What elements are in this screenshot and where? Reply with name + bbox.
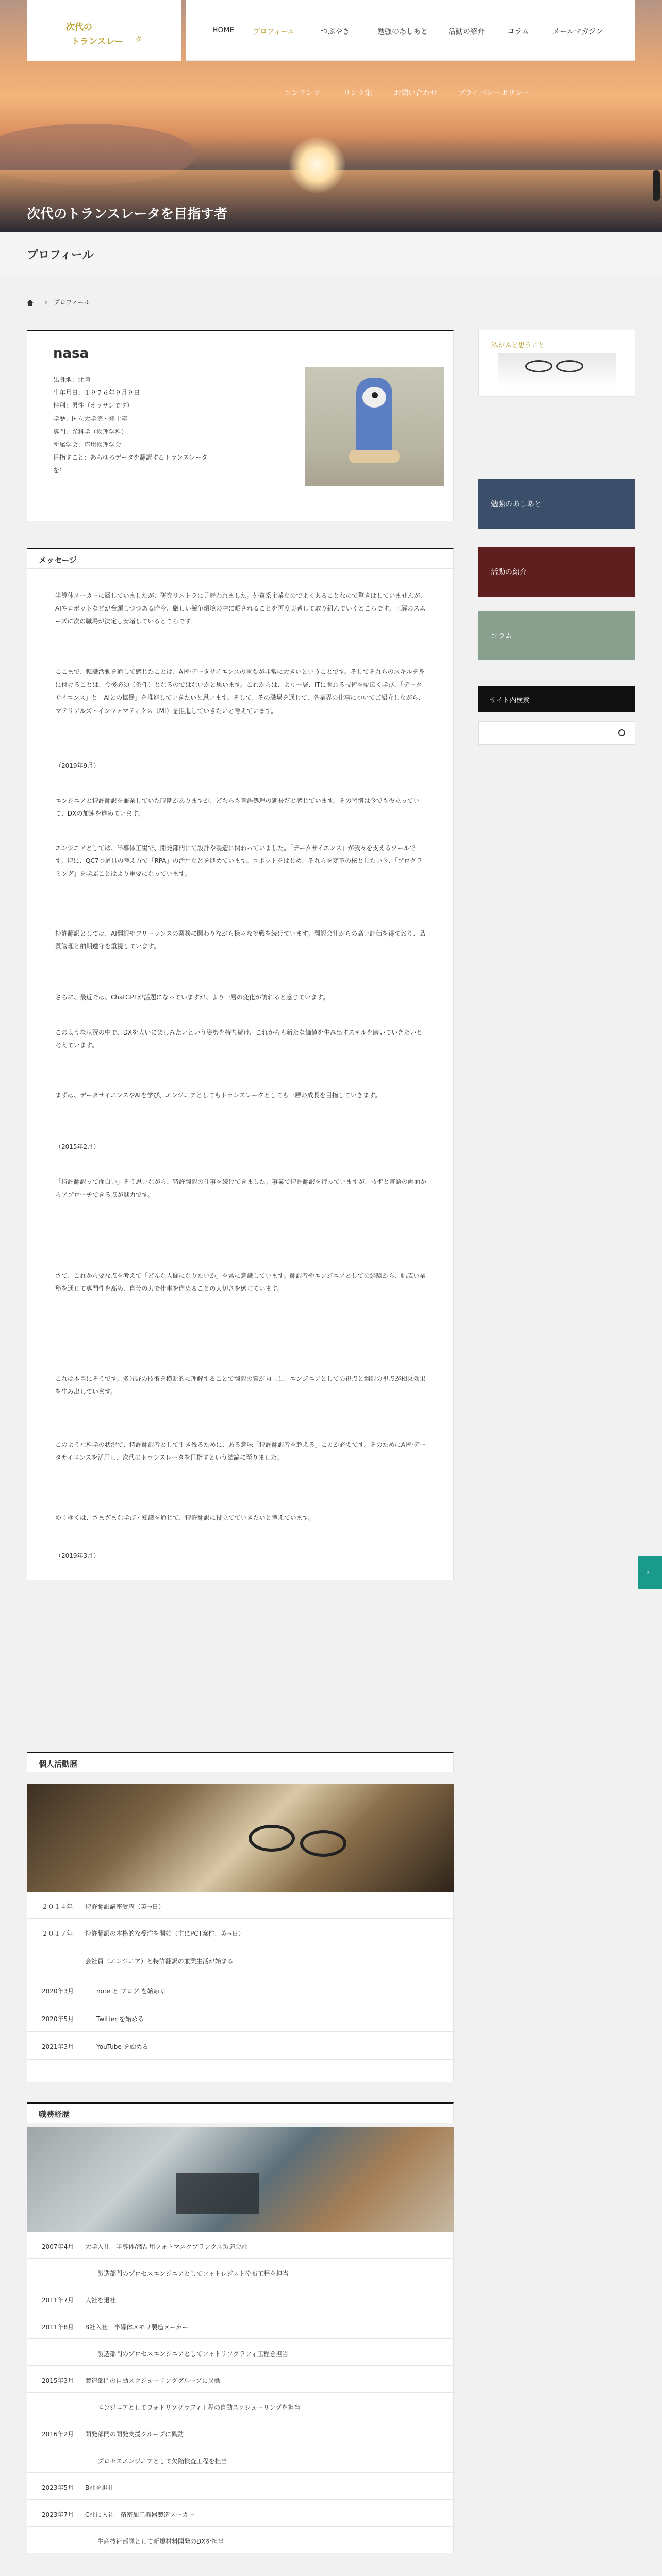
- profile-card: [27, 330, 454, 521]
- profile-name: nasa: [53, 346, 89, 361]
- book-image: [498, 353, 616, 387]
- sidebar-feature[interactable]: [478, 330, 635, 397]
- message-paragraph: （2015年2月）: [55, 1143, 100, 1150]
- nav-activities[interactable]: 活動の紹介: [449, 28, 485, 36]
- site-logo[interactable]: [27, 0, 181, 61]
- sun: [289, 137, 345, 193]
- book-glasses-image: [27, 1784, 454, 1892]
- message-paragraph: このような科学の状況で、特許翻訳者として生き残るために、ある意味「特許翻訳者を超える」ことが必要です。そのためにAIやデータサイエンスを活用し、次代のトランスレータを目指すという結論に至りました。: [55, 1441, 426, 1462]
- message-paragraph: （2019年9月）: [55, 762, 100, 769]
- breadcrumb: [27, 298, 90, 307]
- profile-photo: [305, 367, 444, 486]
- nav-contents[interactable]: コンテンツ: [285, 89, 321, 97]
- message-paragraph: エンジニアとしては、半導体工場で、開発部門にて設計や製造に関わっていました。「データサイエンス」が我々を支えるツールです。特に、QC7つ道具の考え方で「RPA」の活用などを進めています。ロボットをはじめ、それらを変革の核としたい今、「プログラミング」を学ぶことはより重要になっています。: [55, 844, 423, 878]
- logo-line1: 次代の: [66, 22, 92, 32]
- feature-title: 私がふと思うこと: [491, 342, 545, 349]
- home-button[interactable]: [638, 1556, 662, 1589]
- breadcrumb-current: プロフィール: [53, 299, 90, 306]
- page-title: プロフィール: [27, 249, 94, 262]
- nav-home[interactable]: HOME: [212, 26, 235, 35]
- message-paragraph: エンジニアと特許翻訳を兼業していた時期がありますが、どちらも言語処理の延長だと感じています。その習慣は今でも役立っていて、DXの加速を進めています。: [55, 797, 420, 818]
- profile-line: 所属学会：応用物理学会: [53, 440, 122, 448]
- nav-column[interactable]: コラム: [507, 28, 529, 36]
- table-row: プロセスエンジニアとして欠陥検査工程を担当: [27, 2446, 454, 2473]
- table-row: ２０１７年 特許翻訳の本格的な受注を開始（主にPCT案件、英→日）: [27, 1919, 454, 1945]
- main-nav: [186, 0, 635, 61]
- home-icon[interactable]: [27, 300, 34, 306]
- sidebar-banner-study[interactable]: 勉強のあしあと: [478, 479, 635, 529]
- message-paragraph: これは本当にそうです。多分野の技術を横断的に理解することで翻訳の質が向上し、エンジニアとしての視点と翻訳の視点が相乗効果を生み出しています。: [55, 1375, 426, 1396]
- chevron-right-icon: ›: [45, 299, 47, 306]
- message-paragraph: 「特許翻訳って面白い」そう思いながら、特許翻訳の仕事を続けてきました。事業で特許翻訳を行っていますが、技術と言語の両面からアプローチできる点が魅力です。: [55, 1178, 427, 1199]
- message-paragraph: 半導体メーカーに属していましたが、研究リストラに見舞われました。外資系企業なのでよくあることなので驚きはしていませんが、AIやロボットなどが台頭しつつある昨今、厳しい競争環境の中に晒されることを再度実感して取り組んでいくところです。正解のスムーズに次の職場が決定し安堵しているところです。: [55, 592, 426, 625]
- robot-figure: [356, 378, 392, 455]
- sidebar-banner-column[interactable]: コラム: [478, 611, 635, 660]
- table-row: 2020年3月 note と ブログ を始める: [27, 1976, 454, 2004]
- nav-profile[interactable]: プロフィール: [253, 28, 295, 36]
- search-input[interactable]: [484, 727, 608, 739]
- message-paragraph: ゆくゆくは、さまざまな学び・知識を通じて、特許翻訳に役立てていきたいと考えています。: [55, 1514, 315, 1521]
- logo-line3: タ: [135, 36, 142, 44]
- table-row: 会社員（エンジニア）と特許翻訳の兼業生活が始まる: [27, 1945, 454, 1976]
- activities-table: [27, 1892, 454, 2082]
- hero-title: 次代のトランスレータを目指す者: [27, 207, 228, 222]
- table-row: 2021年3月 YouTube を始める: [27, 2032, 454, 2060]
- profile-line: 専門：光科学（物理学科）: [53, 428, 128, 435]
- table-row: 2023年5月 B社を退社: [27, 2473, 454, 2500]
- table-row: エンジニアとしてフォトリソグラフィ工程の自動スケジューリングを担当: [27, 2393, 454, 2419]
- message-paragraph: 特許翻訳としては、AI翻訳やフリーランスの業務に関わりながら様々な挑戦を続けています。翻訳会社からの高い評価を得ており、品質管理と納期遵守を重視しています。: [55, 930, 425, 951]
- profile-line: 学歴：国立大学院・修士卒: [53, 415, 128, 422]
- table-row: 2015年3月 製造部門の自動スケジューリンググループに異動: [27, 2366, 454, 2393]
- table-row: 2011年7月 大社を退社: [27, 2285, 454, 2312]
- page-title-bar: [0, 232, 662, 273]
- activities-heading: 個人活動歴: [27, 1752, 454, 1772]
- message-paragraph: ここまで、転職活動を通して感じたことは、AIやデータサイエンスの重要が非常に大きいということです。そしてそれらのスキルを身に付けることは、今後必須（条件）となるのではないかと思います。これからは、より一層、ITに関わる技術を幅広く学び、「データサイエンス」と「AIとの協働」を推進していきたいと思います。そして、その職場を通じて、各業界の仕事についてご紹介しながら、マテリアルズ・インフォマティクス（MI）を推進していきたいと考えています。: [55, 668, 425, 715]
- message-body: [27, 568, 454, 1580]
- nav-privacy[interactable]: プライバシーポリシー: [458, 89, 530, 97]
- site-search-box: [478, 721, 635, 745]
- table-row: 2016年2月 開発部門の開発支援グループに異動: [27, 2419, 454, 2446]
- career-heading: 職務経歴: [27, 2102, 454, 2123]
- profile-line: 性別：男性（オッサンです）: [53, 402, 134, 410]
- table-row: 2011年8月 B社入社 半導体メモリ製造メーカー: [27, 2312, 454, 2339]
- message-paragraph: このような状況の中で、DXを大いに楽しみたいという姿勢を持ち続け、これからも新たな価値を生み出すスキルを磨いていきたいと考えています。: [55, 1029, 423, 1049]
- profile-info: [53, 374, 295, 478]
- site-search-heading: サイト内検索: [478, 686, 635, 712]
- table-row: 2007年4月 大学入社 半導体/液晶用フォトマスクブランクス製造会社: [27, 2232, 454, 2259]
- sub-nav: [267, 77, 566, 108]
- table-row: 製造部門のプロセスエンジニアとしてフォトレジスト塗布工程を担当: [27, 2259, 454, 2285]
- nav-links[interactable]: リンク集: [343, 89, 372, 97]
- chevron-right-icon: ›: [647, 1567, 650, 1577]
- message-heading: メッセージ: [27, 548, 454, 568]
- message-paragraph: （2019年3月）: [55, 1552, 100, 1560]
- nav-study[interactable]: 勉強のあしあと: [377, 28, 428, 36]
- nav-mailmagazine[interactable]: メールマガジン: [553, 28, 603, 36]
- message-paragraph: さらに、最近では、ChatGPTが話題になっていますが、より一層の変化が訪れると感じています。: [55, 994, 329, 1001]
- table-row: 2020年5月 Twitter を始める: [27, 2004, 454, 2032]
- career-table: [27, 2232, 454, 2553]
- message-paragraph: まずは、データサイエンスやAIを学び、エンジニアとしてもトランスレータとしても一層の成長を目指していきます。: [55, 1092, 381, 1099]
- table-row: ２０１４年 特許翻訳講座受講（英→日）: [27, 1892, 454, 1919]
- nav-contact[interactable]: お問い合わせ: [394, 89, 437, 97]
- profile-line: 生年月日：１９７６年９月９日: [53, 389, 140, 397]
- table-row: 製造部門のプロセスエンジニアとしてフォトリソグラフィ工程を担当: [27, 2339, 454, 2366]
- message-paragraph: さて、これから要な点を考えて「どんな人間になりたいか」を常に意識しています。翻訳者やエンジニアとしての経験から、幅広い業務を通じて専門性を高め、自分の力で仕事を進めることの大切さを感じています。: [55, 1272, 426, 1293]
- table-row: 生産技術部隊として新規材料開発のDXを担当: [27, 2527, 454, 2553]
- profile-line: を！: [53, 467, 66, 474]
- miniature-workers-image: [27, 2127, 454, 2232]
- profile-line: 目指すこと：あらゆるデータを翻訳するトランスレータ: [53, 454, 208, 462]
- person-silhouette: [653, 170, 660, 201]
- profile-line: 出身地：北陸: [53, 376, 91, 383]
- sidebar-banner-activities[interactable]: 活動の紹介: [478, 547, 635, 597]
- nav-tsubuyaki[interactable]: つぶやき: [321, 28, 350, 36]
- table-row: 2023年7月 C社に入社 精密加工機器製造メーカー: [27, 2500, 454, 2527]
- search-icon[interactable]: [618, 729, 625, 736]
- logo-line2: トランスレー: [71, 37, 124, 47]
